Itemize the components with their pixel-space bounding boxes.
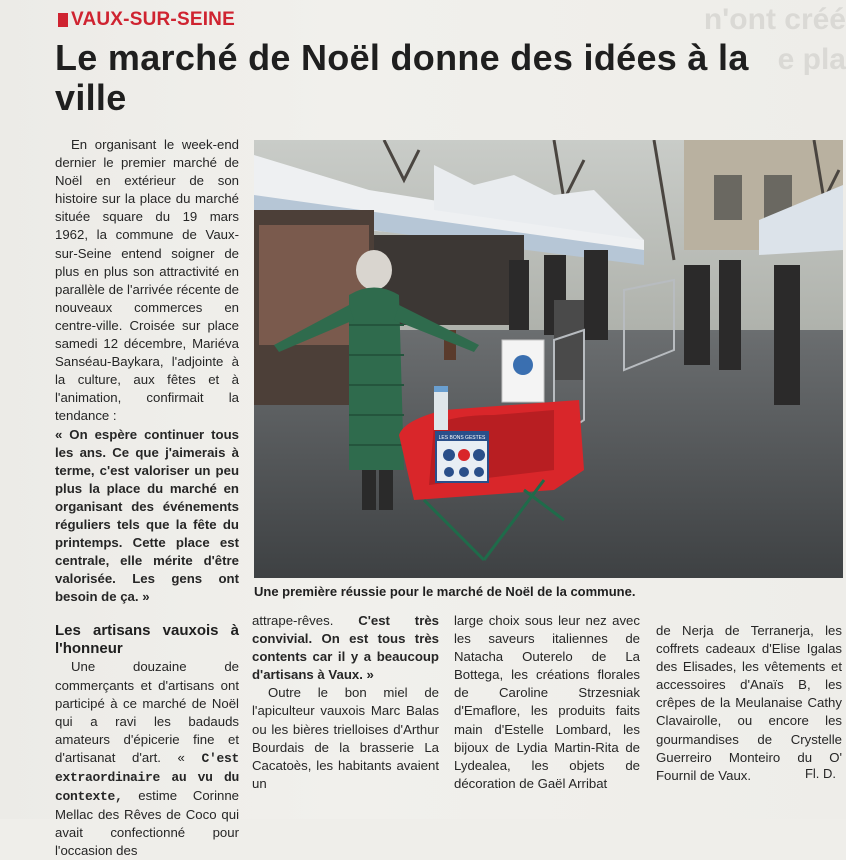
- adjointe-quote: « On espère continuer tous les ans. Ce que j'aimerais à terme, c'est valoriser un peu plus la place du marché en organisant des événements réguliers tels que la fête du printemps. Cette place est centrale, elle mérite d'être valorisée. Les gens ont besoin de ça. »: [55, 426, 239, 605]
- intro-paragraph: En organisant le week-end dernier le premier marché de Noël en extérieur de son histoire sur la place du marché située square du 19 mars 1962, la commune de Vaux-sur-Seine entend soigner de plus en plus son attractivité en parallèle de l'arrivée récente de nouveaux commerces en centre-ville. Croisée sur place samedi 12 décembre, Mariéva Sanséau-Baykara, l'adjointe à la culture, aux fêtes et à l'animation, confirmait la tendance :: [55, 137, 239, 424]
- photo-sign-text: LES BONS GESTES: [438, 435, 486, 441]
- location-kicker: VAUX-SUR-SEINE: [71, 9, 235, 30]
- article-column-2: [252, 612, 439, 793]
- article-headline: Le marché de Noël donne des idées à la ville: [55, 37, 749, 118]
- exhibitors-paragraph-end: de Nerja de Terranerja, les coffrets cadeaux d'Elise Igalas des Elisades, les vêtements et accessoires d'Anaïs B, les crêpes de la Meulanaise Cathy Clavairolle, ou encore les gourmandises de Crystelle Guerreiro Monteiro du O' Fournil de Vaux.: [656, 623, 842, 783]
- author-signature: Fl. D.: [804, 766, 836, 781]
- exhibitors-paragraph: large choix sous leur nez avec les saveurs italiennes de Natacha Outerelo de La Bottega, les créations florales de Caroline Strzesniak d'Emaflore, les produits faits main d'Estelle Lombard, les bijoux de Lydia Martin-Rita de Lydealea, les objets de décoration de Gaël Arribat: [454, 613, 640, 791]
- artisan-quote: C'est extraordinaire au vu du contexte,: [55, 750, 239, 805]
- paragraph-text: Une douzaine de commerçants et d'artisans ont participé à ce marché de Noël qui a ravi les badauds amateurs d'épicerie fine et d'artisanat d'art. «: [55, 659, 239, 765]
- ghost-line: e pla: [777, 43, 846, 76]
- article-column-1: [55, 136, 239, 860]
- article-column-3: [454, 612, 640, 793]
- artisans-paragraph: [55, 658, 239, 860]
- ghost-line: n'ont créé: [703, 3, 846, 36]
- section-subheading: Les artisans vauxois à l'honneur: [55, 622, 239, 658]
- article-column-4: [656, 622, 842, 785]
- photo-caption: Une première réussie pour le marché de Noël de la commune.: [254, 584, 636, 599]
- christmas-market-photo: [254, 140, 843, 578]
- article-photo: [254, 140, 843, 578]
- kicker-marker: [58, 13, 68, 27]
- producers-paragraph: Outre le bon miel de l'apiculteur vauxois Marc Balas ou les bières trielloises d'Arthur Bourdais de la brasserie La Cacatoès, les habitants avaient un: [252, 685, 439, 791]
- artisan-quote-bold: C'est très convivial. On est tous très contents car il y a beaucoup d'artisans à Vaux. »: [252, 613, 439, 683]
- paragraph-text: estime Corinne Mellac des Rêves de Coco qui avait confectionné pour l'occasion des: [55, 788, 239, 859]
- paragraph-text: attrape-rêves.: [252, 613, 334, 628]
- artisan-quote-continued: [252, 612, 439, 684]
